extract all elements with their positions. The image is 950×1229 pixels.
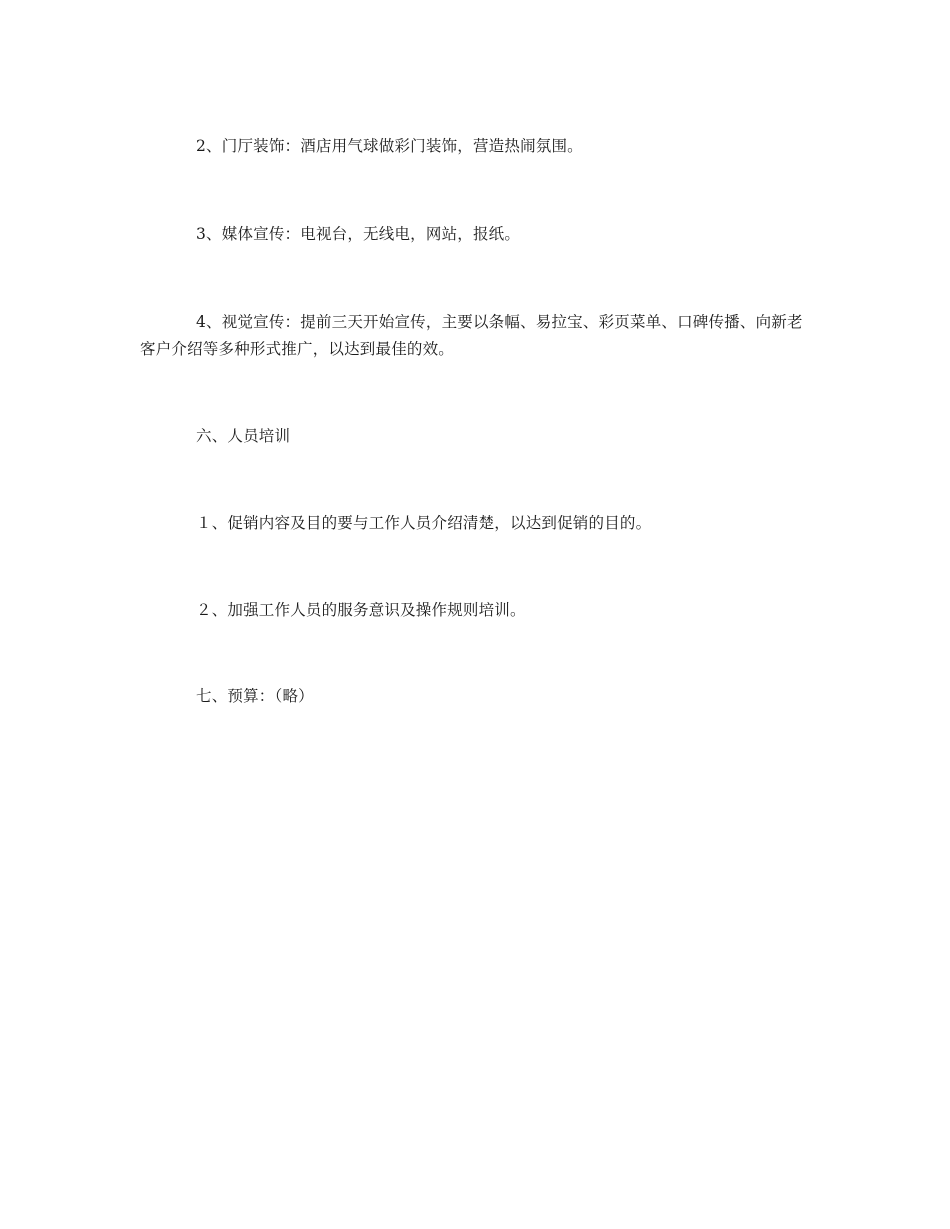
paragraph-training-item-1: １、促销内容及目的要与工作人员介绍清楚，以达到促销的目的。 (196, 514, 652, 532)
paragraph-media-promotion: 3、媒体宣传：电视台，无线电，网站，报纸。 (196, 225, 521, 243)
paragraph-training-item-2: ２、加强工作人员的服务意识及操作规则培训。 (196, 601, 526, 619)
section-heading-budget: 七、预算：（略） (196, 687, 314, 705)
paragraph-visual-promotion: 4、视觉宣传：提前三天开始宣传，主要以条幅、易拉宝、彩页菜单、口碑传播、向新老客户介绍等多种形式推广，以达到最佳的效。 (140, 313, 803, 358)
paragraph-lobby-decoration: 2、门厅装饰：酒店用气球做彩门装饰，营造热闹氛围。 (196, 137, 583, 155)
section-heading-staff-training: 六、人员培训 (196, 427, 291, 445)
